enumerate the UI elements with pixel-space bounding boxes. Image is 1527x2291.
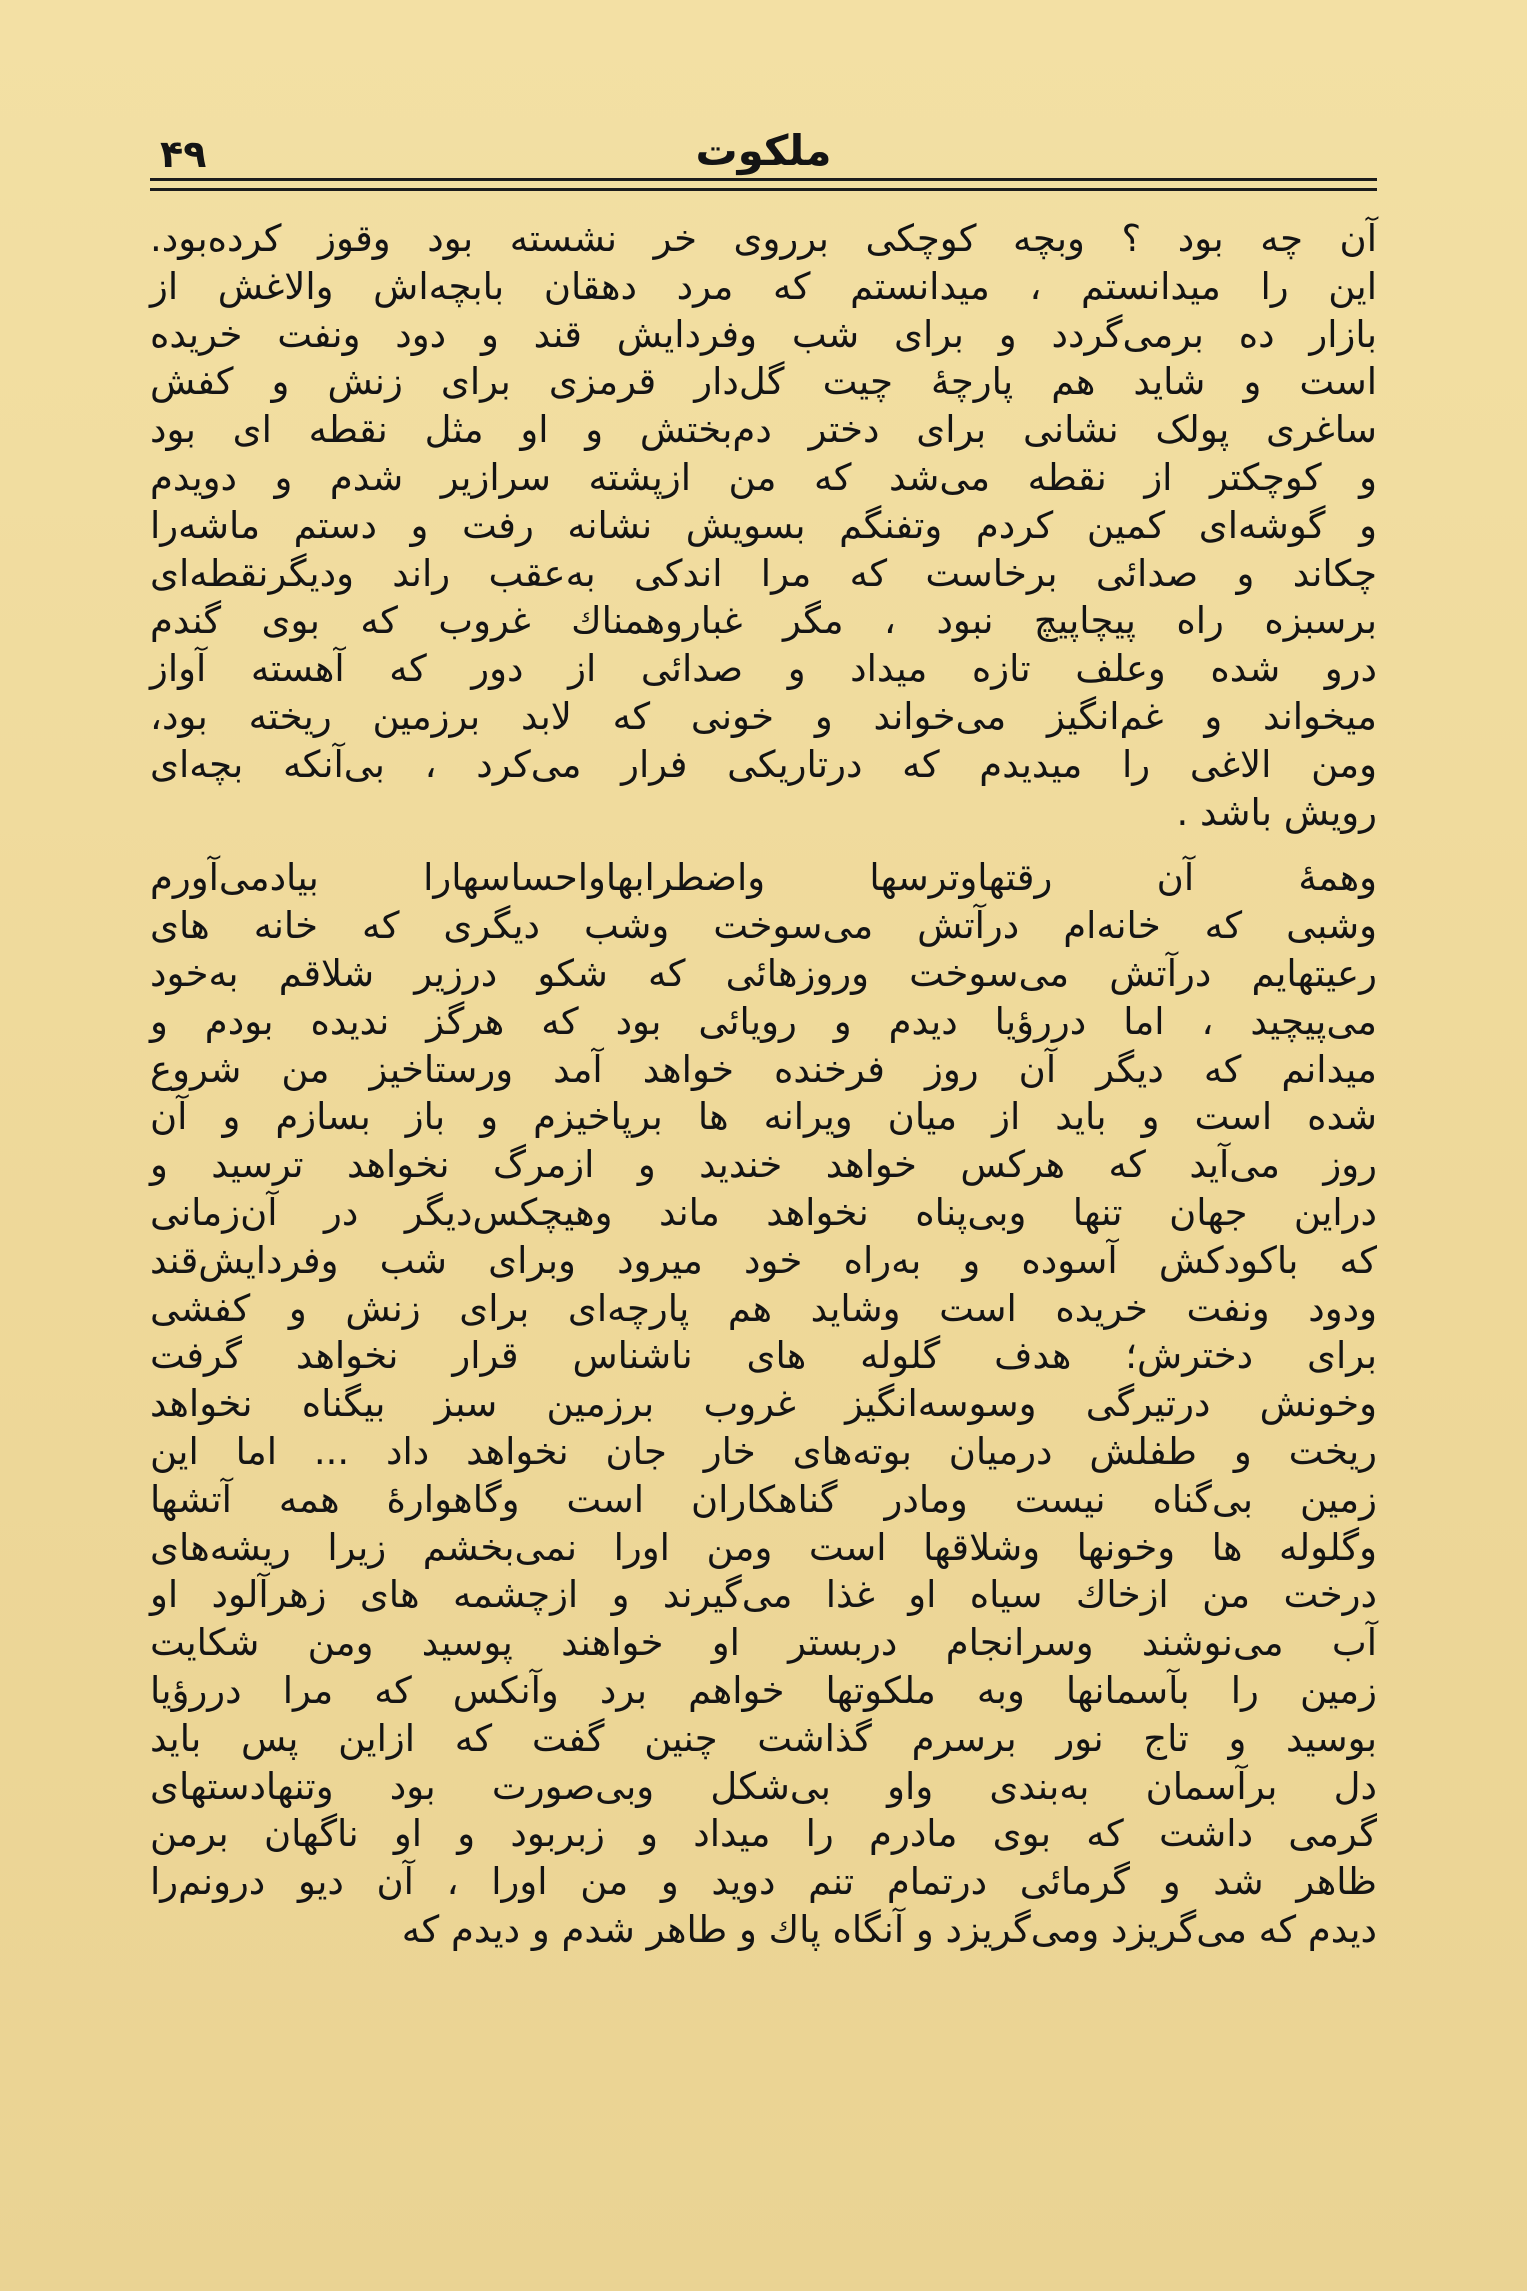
text-line: برای دخترش؛ هدف گلوله های ناشناس قرار نخواهد گرفت	[150, 1334, 1377, 1378]
text-line: چکاند و صدائی برخاست که مرا اندکی به‌عقب راند ودیگرنقطه‌ای	[150, 551, 1377, 595]
header-rule-bottom	[150, 188, 1377, 191]
text-line: درو شده وعلف تازه میداد و صدائی از دور که آهسته آواز	[150, 647, 1377, 691]
page-body	[150, 215, 1377, 1954]
text-line: این را میدانستم ، میدانستم که مرد دهقان بابچه‌اش والاغش از	[150, 264, 1377, 308]
text-line: درخت من ازخاك سیاه او غذا می‌گیرند و ازچشمه های زهرآلود او	[150, 1573, 1377, 1617]
text-line: بوسید و تاج نور برسرم گذاشت چنین گفت که ازاین پس باید	[150, 1716, 1377, 1760]
text-line: میخواند و غم‌انگیز می‌خواند و خونی که لابد برزمین ریخته بود،	[150, 694, 1377, 738]
text-line: وگلوله ها وخونها وشلاقها است ومن اورا نمی‌بخشم زیرا ریشه‌های	[150, 1525, 1377, 1569]
text-line: زمین بی‌گناه نیست ومادر گناهکاران است وگاهوارهٔ همه آتشها	[150, 1477, 1377, 1521]
text-line: و گوشه‌ای کمین کردم وتفنگم بسویش نشانه رفت و دستم ماشه‌را	[150, 503, 1377, 547]
text-line: ساغری پولک نشانی برای دختر دم‌بختش و او مثل نقطه ای بود	[150, 408, 1377, 452]
running-title: ملکوت	[695, 126, 832, 175]
text-line: گرمی داشت که بوی مادرم را میداد و زبربود و او ناگهان برمن	[150, 1812, 1377, 1856]
text-line: روز می‌آید که هرکس خواهد خندید و ازمرگ نخواهد ترسید و	[150, 1143, 1377, 1187]
text-line: میدانم که دیگر آن روز فرخنده خواهد آمد ورستاخیز من شروع	[150, 1047, 1377, 1091]
text-line: ودود ونفت خریده است وشاید هم پارچه‌ای برای زنش و کفشی	[150, 1286, 1377, 1330]
text-line: بازار ده برمی‌گردد و برای شب وفردایش قند و دود ونفت خریده	[150, 312, 1377, 356]
text-line: ریخت و طفلش درمیان بوته‌های خار جان نخواهد داد ... اما این	[150, 1429, 1377, 1473]
text-line: برسبزه راه پیچاپیچ نبود ، مگر غباروهمناك غروب که بوی گندم	[150, 599, 1377, 643]
text-line: وشبی که خانه‌ام درآتش می‌سوخت وشب دیگری که خانه های	[150, 904, 1377, 948]
text-line: و کوچکتر از نقطه می‌شد که من ازپشته سرازیر شدم و دویدم	[150, 455, 1377, 499]
paragraph	[150, 215, 1377, 836]
text-line: که باکودکش آسوده و به‌راه خود میرود وبرای شب وفردایش‌قند	[150, 1238, 1377, 1282]
text-line: ظاهر شد و گرمائی درتمام تنم دوید و من اورا ، آن دیو درونم‌را	[150, 1860, 1377, 1904]
text-line: دراین جهان تنها وبی‌پناه نخواهد ماند وهیچکس‌دیگر در آن‌زمانی	[150, 1190, 1377, 1234]
text-line: می‌پیچید ، اما دررؤیا دیدم و رویائی بود که هرگز ندیده بودم و	[150, 999, 1377, 1043]
text-line: وهمهٔ آن رقتهاوترسها واضطرابهاواحساسهارا بیادمی‌آورم	[150, 856, 1377, 900]
text-line: شده است و باید از میان ویرانه ها برپاخیزم و باز بسازم و آن	[150, 1095, 1377, 1139]
text-line: وخونش درتیرگی وسوسه‌انگیز غروب برزمین سبز بیگناه نخواهد	[150, 1382, 1377, 1426]
text-line: آب می‌نوشند وسرانجام دربستر او خواهند پوسید ومن شکایت	[150, 1621, 1377, 1665]
text-line: ومن الاغی را میدیدم که درتاریکی فرار می‌کرد ، بی‌آنکه بچه‌ای	[150, 742, 1377, 786]
page-number: ۴۹	[160, 132, 207, 176]
text-line: دل برآسمان به‌بندی واو بی‌شکل وبی‌صورت بود وتنهادستهای	[150, 1764, 1377, 1808]
page-header	[150, 112, 1377, 182]
text-line: رعیتهایم درآتش می‌سوخت وروزهائی که شکو درزیر شلاقم به‌خود	[150, 951, 1377, 995]
text-line: است و شاید هم پارچهٔ چیت گل‌دار قرمزی برای زنش و کفش	[150, 360, 1377, 404]
text-line: رویش باشد .	[1176, 790, 1377, 834]
paragraph	[150, 854, 1377, 1953]
header-rule-top	[150, 178, 1377, 181]
text-line: دیدم که می‌گریزد ومی‌گریزد و آنگاه پاك و طاهر شدم و دیدم که	[401, 1907, 1377, 1951]
text-line: زمین را بآسمانها وبه ملکوتها خواهم برد وآنکس که مرا دررؤیا	[150, 1668, 1377, 1712]
text-line: آن چه بود ؟ وبچه کوچکی برروی خر نشسته بود وقوز کرده‌بود.	[150, 217, 1377, 260]
